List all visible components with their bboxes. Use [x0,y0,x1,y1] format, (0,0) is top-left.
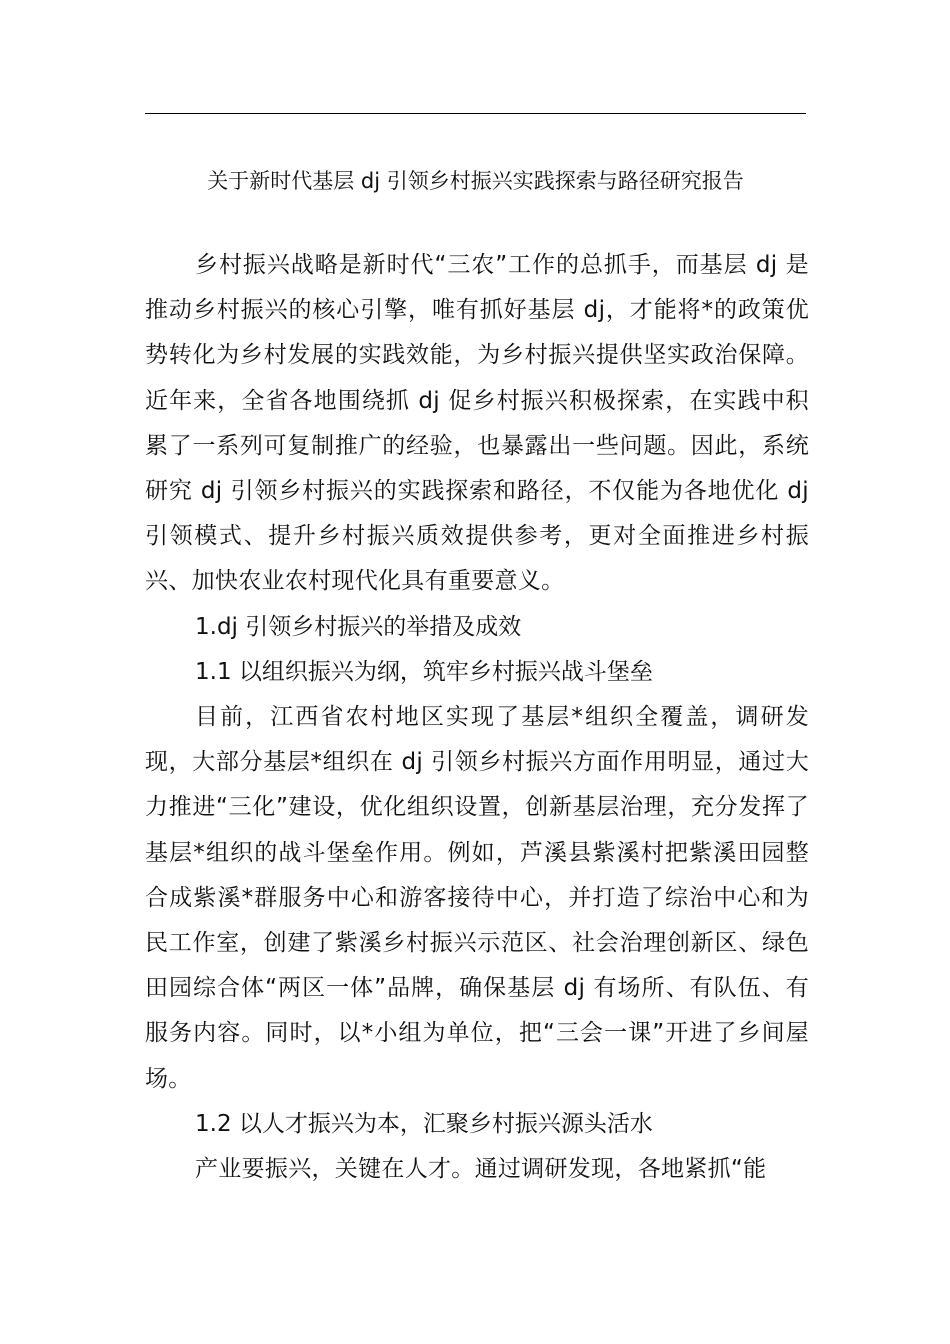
document-title: 关于新时代基层 dj 引领乡村振兴实践探索与路径研究报告 [207,169,744,193]
section-1-1-heading: 1.1 以组织振兴为纲，筑牢乡村振兴战斗堡垒 [195,658,653,685]
section-1-2-heading: 1.2 以人才振兴为本，汇聚乡村振兴源头活水 [195,1110,653,1137]
section-1-heading: 1.dj 引领乡村振兴的举措及成效 [195,613,522,640]
intro-paragraph: 乡村振兴战略是新时代“三农”工作的总抓手，而基层 dj 是推动乡村振兴的核心引擎，唯有抓好基层 dj，才能将*的政策优势转化为乡村发展的实践效能，为乡村振兴提供坚实政治保障。近年来，全省各地围绕抓 dj 促乡村振兴积极探索，在实践中积累了一系列可复制推广的经验，也暴露出一些问题。因此，系统研究 dj 引领乡村振兴的实践探索和路径，不仅能为各地优化 dj 引领模式、提升乡村振兴质效提供参考，更对全面推进乡村振兴、加快农业农村现代化具有重要意义。 [145,252,809,595]
section-1-2-paragraph: 产业要振兴，关键在人才。通过调研发现，各地紧抓“能 [195,1156,767,1183]
document-body [145,243,809,1192]
section-1-1-paragraph: 目前，江西省农村地区实现了基层*组织全覆盖，调研发现，大部分基层*组织在 dj 引领乡村振兴方面作用明显，通过大力推进“三化”建设，优化组织设置，创新基层治理，充分发挥了基层*组织的战斗堡垒作用。例如，芦溪县紫溪村把紫溪田园整合成紫溪*群服务中心和游客接待中心，并打造了综治中心和为民工作室，创建了紫溪乡村振兴示范区、社会治理创新区、绿色田园综合体“两区一体”品牌，确保基层 dj 有场所、有队伍、有服务内容。同时，以*小组为单位，把“三会一课”开进了乡间屋场。 [145,704,809,1092]
header-rule [145,113,806,114]
